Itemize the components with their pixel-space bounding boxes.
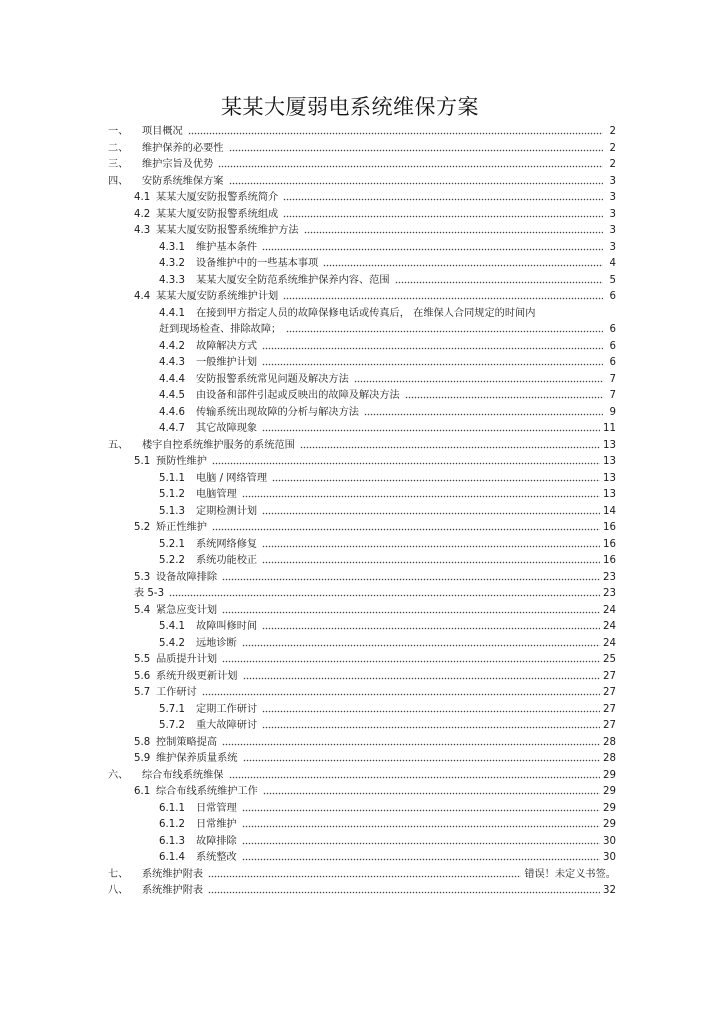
toc-page-number: 29	[603, 769, 616, 781]
toc-entry-number: 5.2.2	[159, 555, 185, 566]
toc-entry-number: 6.1.3	[159, 835, 185, 847]
toc-entry-title: 综合布线系统维护工作	[156, 786, 258, 797]
toc-leader-dots	[262, 725, 600, 730]
toc-entry-number: 4.3	[134, 225, 151, 236]
toc-entry[interactable]	[159, 306, 616, 322]
toc-entry-number: 5.5	[134, 654, 151, 665]
toc-entry-number: 5.7	[134, 687, 151, 698]
toc-entry-title: 维护宗旨及优势	[142, 159, 214, 170]
toc-entry-number: 5.4	[134, 604, 151, 616]
toc-page-number: 28	[603, 753, 616, 764]
toc-entry-title: 系统功能校正	[196, 555, 258, 566]
toc-entry-number: 5.1.1	[159, 472, 185, 484]
toc-entry[interactable]	[108, 157, 616, 173]
toc-entry[interactable]	[159, 273, 616, 289]
toc-entry-title: 紧急应变计划	[156, 604, 218, 616]
toc-page-number: 错误！未定义书签。	[524, 868, 616, 880]
toc-entry-title: 某某大厦安防报警系统维护方法	[156, 225, 299, 236]
toc-page-number: 28	[603, 736, 616, 748]
toc-leader-dots	[405, 395, 603, 400]
toc-entry-title: 矫正性维护	[156, 522, 207, 533]
toc-entry-title: 预防性维护	[156, 456, 207, 467]
toc-leader-dots	[222, 659, 600, 664]
toc-entry-number: 4.4.4	[159, 373, 185, 385]
toc-page-number: 2	[609, 142, 616, 154]
toc-entry-number: 5.2	[134, 522, 151, 533]
toc-entry[interactable]	[159, 240, 616, 256]
toc-leader-dots	[229, 148, 604, 153]
toc-entry-title: 安防系统维保方案	[142, 175, 224, 187]
toc-entry-number: 6.1.2	[159, 819, 185, 830]
toc-entry[interactable]	[134, 570, 616, 586]
toc-leader-dots	[208, 890, 600, 895]
toc-entry-number: 4.3.2	[159, 258, 185, 269]
toc-entry-title: 系统升级更新计划	[156, 670, 238, 682]
toc-entry-number: 6.1.4	[159, 852, 185, 863]
toc-entry[interactable]	[108, 174, 616, 190]
toc-entry-number: 4.1	[134, 192, 151, 203]
toc-entry[interactable]	[108, 141, 616, 157]
toc-page-number: 29	[603, 819, 616, 830]
toc-entry-number: 4.4.3	[159, 357, 185, 368]
toc-leader-dots	[242, 824, 600, 829]
toc-entry-title: 系统维护附表	[142, 885, 204, 896]
toc-page-number: 11	[603, 423, 616, 434]
toc-entry-title: 维护保养的必要性	[142, 142, 224, 154]
toc-page-number: 6	[609, 340, 616, 352]
toc-page-number: 3	[609, 208, 616, 220]
toc-page-number: 16	[603, 555, 616, 566]
toc-entry-title: 楼宇自控系统维护服务的系统范围	[142, 439, 295, 451]
toc-page-number: 32	[603, 885, 616, 896]
toc-entry-title: 由设备和部件引起或反映出的故障及解决方法	[196, 390, 400, 401]
toc-entry-title: 在接到甲方指定人员的故障保修电话或传真后， 在维保人合同规定的时间内	[196, 307, 536, 319]
toc-page-number: 27	[603, 687, 616, 698]
toc-entry-number: 5.3	[134, 571, 151, 583]
toc-leader-dots	[242, 841, 600, 846]
toc-leader-dots	[229, 181, 604, 186]
toc-entry[interactable]	[108, 124, 616, 140]
toc-page-number: 7	[609, 373, 616, 385]
toc-entry-title: 故障解决方式	[196, 340, 258, 352]
toc-entry-title: 定期工作研讨	[196, 703, 258, 715]
toc-entry-number: 5.4.2	[159, 637, 185, 649]
toc-entry[interactable]	[159, 553, 616, 569]
toc-leader-dots	[208, 874, 521, 879]
toc-entry-title: 某某大厦安全防范系统维护保养内容、范围	[196, 274, 390, 286]
toc-entry[interactable]	[134, 735, 616, 751]
toc-entry-number: 六、	[108, 769, 129, 781]
toc-page-number: 13	[603, 439, 616, 451]
toc-leader-dots	[242, 857, 600, 862]
toc-page-number: 7	[609, 390, 616, 401]
toc-entry-number: 4.4.6	[159, 406, 185, 418]
toc-leader-dots	[283, 214, 603, 219]
toc-entry-title: 控制策略提高	[156, 736, 218, 748]
toc-leader-dots	[218, 164, 603, 169]
toc-leader-dots	[354, 379, 603, 384]
toc-entry-title: 品质提升计划	[156, 654, 218, 665]
toc-entry-title: 重大故障研讨	[196, 720, 258, 731]
toc-leader-dots	[243, 676, 601, 681]
toc-entry[interactable]	[159, 619, 616, 635]
toc-entry-title: 维护保养质量系统	[156, 753, 238, 764]
toc-page-number: 3	[609, 192, 616, 203]
toc-entry-title: 某某大厦安防系统维护计划	[156, 291, 279, 302]
toc-leader-dots	[262, 709, 600, 714]
toc-page-number: 27	[603, 703, 616, 715]
toc-page-number: 27	[603, 670, 616, 682]
toc-entry-title: 远地诊断	[196, 637, 237, 649]
toc-entry[interactable]	[134, 190, 616, 206]
toc-entry[interactable]	[108, 768, 616, 784]
toc-entry[interactable]	[108, 883, 616, 899]
toc-entry[interactable]	[159, 636, 616, 652]
toc-entry-title: 某某大厦安防报警系统组成	[156, 208, 279, 220]
toc-entry-number: 4.3.3	[159, 274, 185, 286]
toc-entry-title: 安防报警系统常见问题及解决方法	[196, 373, 349, 385]
toc-entry[interactable]	[159, 355, 616, 371]
toc-entry[interactable]	[134, 520, 616, 536]
toc-page-number: 25	[603, 654, 616, 665]
toc-leader-dots	[262, 560, 600, 565]
toc-entry-number: 5.1	[134, 456, 151, 467]
toc-leader-dots	[283, 197, 603, 202]
toc-entry[interactable]	[159, 537, 616, 553]
toc-entry[interactable]	[159, 487, 616, 503]
toc-entry[interactable]	[159, 388, 616, 404]
toc-leader-dots	[222, 577, 600, 582]
document-title: 某某大厦弱电系统维保方案	[221, 95, 479, 119]
toc-entry[interactable]	[108, 867, 616, 883]
toc-entry-title: 项目概况	[142, 126, 183, 137]
toc-page-number: 30	[603, 835, 616, 847]
toc-entry-number: 5.1.2	[159, 489, 185, 500]
toc-entry-title: 系统整改	[196, 852, 237, 863]
toc-entry-title: 定期检测计划	[196, 505, 258, 517]
toc-entry-title: 系统维护附表	[142, 868, 204, 880]
toc-leader-dots	[263, 791, 600, 796]
toc-leader-dots	[364, 412, 603, 417]
toc-page-number: 6	[609, 357, 616, 368]
toc-leader-dots	[262, 511, 600, 516]
toc-leader-dots	[262, 626, 600, 631]
toc-entry-number: 5.4.1	[159, 621, 185, 632]
toc-entry[interactable]	[159, 405, 616, 421]
toc-entry[interactable]	[159, 421, 616, 437]
toc-entry[interactable]	[134, 652, 616, 668]
toc-entry-title: 赶到现场检查、排除故障；	[159, 324, 282, 335]
toc-leader-dots	[242, 643, 600, 648]
toc-entry[interactable]	[159, 256, 616, 272]
toc-page-number: 24	[603, 604, 616, 616]
toc-page-number: 5	[609, 274, 616, 286]
toc-leader-dots	[286, 329, 603, 334]
toc-entry[interactable]	[159, 504, 616, 520]
toc-entry-number: 4.3.1	[159, 241, 185, 253]
toc-page-number: 2	[609, 159, 616, 170]
toc-leader-dots	[272, 478, 600, 483]
toc-entry-number: 4.4.1	[159, 307, 185, 319]
toc-entry-title: 故障叫修时间	[196, 621, 258, 632]
toc-page-number: 29	[603, 802, 616, 814]
toc-leader-dots	[262, 428, 600, 433]
toc-page-number: 30	[603, 852, 616, 863]
toc-leader-dots	[222, 610, 600, 615]
toc-leader-dots	[304, 230, 603, 235]
toc-entry-title: 维护基本条件	[196, 241, 258, 253]
toc-page-number: 16	[603, 522, 616, 533]
toc-entry-title: 故障排除	[196, 835, 237, 847]
toc-entry-title: 电脑管理	[196, 489, 237, 500]
toc-leader-dots	[212, 527, 600, 532]
toc-entry[interactable]	[134, 586, 616, 602]
toc-entry-number: 五、	[108, 439, 129, 451]
toc-page-number: 24	[603, 621, 616, 632]
toc-leader-dots	[229, 775, 601, 780]
toc-entry-number: 4.4	[134, 291, 151, 302]
toc-entry[interactable]	[134, 669, 616, 685]
toc-entry[interactable]	[134, 603, 616, 619]
toc-entry-number: 6.1	[134, 786, 151, 797]
toc-entry[interactable]	[134, 454, 616, 470]
toc-page-number: 3	[609, 241, 616, 253]
toc-entry-number: 三、	[108, 159, 129, 170]
toc-entry[interactable]	[134, 207, 616, 223]
toc-entry-number: 5.7.2	[159, 720, 185, 731]
toc-entry[interactable]	[159, 339, 616, 355]
toc-entry[interactable]	[159, 702, 616, 718]
toc-entry-title: 一般维护计划	[196, 357, 258, 368]
toc-page-number: 24	[603, 637, 616, 649]
toc-entry-number: 5.9	[134, 753, 151, 764]
toc-entry[interactable]	[108, 438, 616, 454]
toc-entry-title: 表 5-3	[134, 588, 165, 599]
toc-entry[interactable]	[134, 223, 616, 239]
toc-page-number: 13	[603, 489, 616, 500]
toc-entry-number: 一、	[108, 126, 129, 137]
toc-entry-number: 5.8	[134, 736, 151, 748]
toc-entry-number: 4.2	[134, 208, 151, 220]
toc-page-number: 13	[603, 472, 616, 484]
toc-page-number: 23	[603, 571, 616, 583]
toc-entry-number: 二、	[108, 142, 129, 154]
toc-leader-dots	[202, 692, 600, 697]
toc-entry-number: 4.4.2	[159, 340, 185, 352]
toc-page-number: 13	[603, 456, 616, 467]
toc-leader-dots	[395, 280, 603, 285]
toc-leader-dots	[169, 593, 600, 598]
toc-leader-dots	[262, 346, 603, 351]
toc-entry-title: 日常管理	[196, 802, 237, 814]
toc-page-number: 6	[609, 291, 616, 302]
toc-entry[interactable]	[159, 322, 616, 338]
toc-leader-dots	[262, 247, 603, 252]
toc-entry-title: 传输系统出现故障的分析与解决方法	[196, 406, 359, 418]
toc-leader-dots	[262, 544, 600, 549]
toc-entry[interactable]	[159, 801, 616, 817]
toc-leader-dots	[188, 131, 603, 136]
toc-entry[interactable]	[134, 289, 616, 305]
toc-entry-title: 设备故障排除	[156, 571, 218, 583]
toc-entry-title: 设备维护中的一些基本事项	[196, 258, 319, 269]
toc-page-number: 3	[609, 175, 616, 187]
toc-page-number: 3	[609, 225, 616, 236]
toc-entry[interactable]	[159, 718, 616, 734]
toc-entry-title: 综合布线系统维保	[142, 769, 224, 781]
toc-page-number: 23	[603, 588, 616, 599]
toc-entry-title: 其它故障现象	[196, 423, 258, 434]
toc-entry[interactable]	[159, 850, 616, 866]
toc-entry[interactable]	[159, 817, 616, 833]
toc-page-number: 9	[609, 406, 616, 418]
toc-entry[interactable]	[159, 372, 616, 388]
toc-entry-number: 5.7.1	[159, 703, 185, 715]
toc-leader-dots	[212, 461, 600, 466]
toc-entry-number: 6.1.1	[159, 802, 185, 814]
toc-page-number: 2	[609, 126, 616, 137]
toc-leader-dots	[242, 808, 600, 813]
toc-entry-title: 电脑 / 网络管理	[196, 472, 268, 484]
toc-entry-number: 4.4.7	[159, 423, 185, 434]
toc-page-number: 14	[603, 505, 616, 517]
toc-leader-dots	[242, 494, 600, 499]
toc-entry[interactable]	[159, 834, 616, 850]
toc-leader-dots	[323, 263, 603, 268]
toc-entry-title: 系统网络修复	[196, 538, 258, 550]
toc-page-number: 16	[603, 538, 616, 550]
toc-entry-number: 5.6	[134, 670, 151, 682]
toc-entry[interactable]	[159, 471, 616, 487]
toc-leader-dots	[222, 742, 600, 747]
toc-page-number: 4	[609, 258, 616, 269]
toc-page-number: 6	[609, 324, 616, 335]
toc-entry-number: 八、	[108, 885, 129, 896]
toc-entry-number: 4.4.5	[159, 390, 185, 401]
toc-entry-title: 日常维护	[196, 819, 237, 830]
toc-entry[interactable]	[134, 685, 616, 701]
toc-page-number: 27	[603, 720, 616, 731]
toc-leader-dots	[243, 758, 601, 763]
toc-page-number: 29	[603, 786, 616, 797]
toc-entry[interactable]	[134, 751, 616, 767]
toc-entry-number: 四、	[108, 175, 129, 187]
toc-entry[interactable]	[134, 784, 616, 800]
toc-entry-number: 5.2.1	[159, 538, 185, 550]
toc-entry-title: 某某大厦安防报警系统简介	[156, 192, 279, 203]
toc-entry-number: 5.1.3	[159, 505, 185, 517]
toc-leader-dots	[300, 445, 600, 450]
toc-leader-dots	[262, 362, 603, 367]
toc-entry-title: 工作研讨	[156, 687, 197, 698]
toc-entry-number: 七、	[108, 868, 129, 880]
toc-leader-dots	[283, 296, 603, 301]
